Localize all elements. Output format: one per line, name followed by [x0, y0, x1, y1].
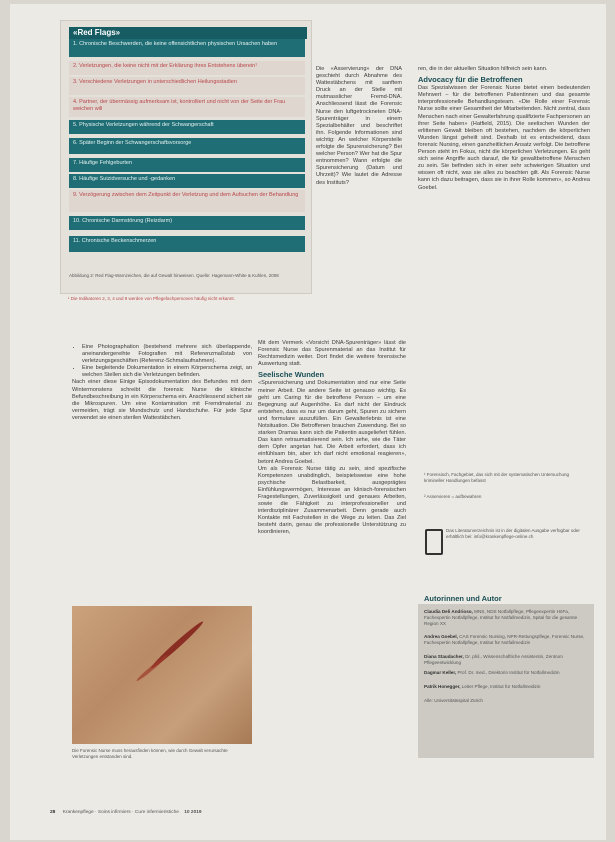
- red-flag-item: 2. Verletzungen, die keine nicht mit der Erklärung ihres Entstehens überein¹: [69, 61, 305, 75]
- red-flag-item: 7. Häufige Fehlgeburten: [69, 158, 305, 172]
- bullet-photo: • Eine Photographation (bestehend mehrere sich überlappende, aneinandergereihte Fotografien mit Referenzmaßstab von verletzungsgeschäften (Referenz-Schmalaufnahmen).: [82, 344, 252, 365]
- wound-photo: [72, 606, 252, 744]
- mid-column: [258, 340, 406, 537]
- heading-advocacy: Advocacy für die Betroffenen: [418, 75, 523, 85]
- author-entry: [424, 634, 590, 646]
- author-description: Prof. Dr. med., Direktorin Institut für Notfallmedizin: [456, 670, 560, 675]
- right-column: [418, 66, 590, 192]
- wound-mark-secondary: [135, 654, 168, 683]
- red-flag-item: 8. Häufige Suizidversuche und -gedanken: [69, 174, 305, 188]
- left-column: [72, 344, 252, 422]
- figure-caption: Abbildung 2: Red Flag-Warnzeichen, die auf Gewalt hinweisen. Quelle: Hagemann-White & Kuhlen, 2008: [69, 273, 279, 278]
- footnote-1: ¹ Forensisch, Fachgebiet, das sich mit der systematischen Untersuchung krimineller Handlungen befasst: [424, 472, 570, 483]
- red-flag-item: 1. Chronische Beschwerden, die keine offensichtlichen physischen Ursachen haben: [69, 39, 305, 57]
- author-name: Patrik Honegger,: [424, 684, 461, 689]
- authors-box: [418, 604, 594, 758]
- page-number: 28: [50, 810, 56, 815]
- author-entry: [424, 609, 590, 626]
- red-flag-item: 11. Chronische Beckenschmerzen: [69, 236, 305, 252]
- red-flag-item: 3. Verschiedene Verletzungen in unterschiedlichen Heilungsstadien: [69, 77, 305, 95]
- author-description: Leiter Pflege, Institut für Notfallmedizin: [460, 684, 541, 689]
- right-top: ren, die in der aktuellen Situation hilfreich sein kann.: [418, 66, 548, 72]
- photo-caption: Die Forensic Nurse muss herausfinden können, wie durch Gewalt verursachte Verletzungen entstanden sind.: [72, 748, 228, 759]
- mid-para-2: «Spurensicherung und Dokumentation sind nur eine Seite meiner Arbeit. Die andere Seite ist genauso wichtig. Es geht um Caring für die betroffene Person – um eine Begegnung auf Augenhöhe. Es darf nicht der Eindruck entstehen, dass es nur um darum geht, Spuren zu sichern und formulare auszufüllen. Ein Gewalterlebnis ist eine Notsituation. Die Betroffenen brauchen Zuwendung. Bei so starken Dramas kann sich die Patientin ausgeliefert fühlen. Das kann retraumatisierend sein. Ich sehe, wie die Täter dem Opfer angetan hat. Die Arbeit erfordert, dass ich einfühlsam bin, aber ich darf nicht emotional reagieren», betont Andrea Goebel.: [258, 380, 406, 465]
- mid-para-3: Um als Forensic Nurse tätig zu sein, sind spezifische Kompetenzen unabdinglich, beispielsweise eine hohe psychische Belastbarkeit, ausgeprägtes Einfühlungsvermögen, Interesse an klinisch-forensischen Fragestellungen, Zuverlässigkeit und genaues Arbeiten, sowie die Fähigkeit zu interprofessioneller und interdisziplinärer Zusammenarbeit. Denn gerade auch Kontakte mit Fachstellen in die Wege zu leiten. Das Ziel besteht darin, genau die professionelle Unterstützung zu koordinieren,: [258, 465, 406, 536]
- red-flags-title: «Red Flags»: [69, 27, 307, 39]
- literature-note: Das Literaturverzeichnis ist in der digitalen Ausgabe verfügbar oder erhältlich bei: info@krankenpflege-online.ch: [446, 528, 580, 539]
- red-flag-item: 6. Später Beginn der Schwangerschaftsvorsorge: [69, 138, 305, 154]
- author-name: Andrea Goebel,: [424, 634, 458, 639]
- author-name: Claudia Deli Andrioso,: [424, 609, 473, 614]
- red-flag-item: 9. Verzögerung zwischen dem Zeitpunkt der Verletzung und dem Aufsuchen der Behandlung: [69, 190, 305, 212]
- issue-number: 10 2019: [184, 810, 202, 815]
- author-description: Dr. phil., Wissenschaftliche Assistentin, Zentrum Pflegeentwicklung: [424, 654, 563, 665]
- red-flag-item: 5. Physische Verletzungen während der Schwangerschaft: [69, 120, 305, 134]
- author-description: Alle: Universitätsspital Zürich: [424, 698, 483, 703]
- red-flag-item: 10. Chronische Darmstörung (Reizdarm): [69, 216, 305, 230]
- red-flags-box: [60, 20, 312, 294]
- mid-para-1: Mit dem Vermerk «Vorsicht DNA-Spurenträger» lässt die Forensic Nurse das Spurenmaterial an das Institut für Rechtsmedizin weiter. Dort findet die weitere forensische Auswertung statt.: [258, 340, 406, 368]
- author-description: CAS Forensic Nursing, NPR-Rettungspflege, Forensic Nurse, Fachexpertin Notfallpflege, Institut für Notfallmedizin: [424, 634, 585, 645]
- author-entry: [424, 654, 590, 666]
- phone-icon: [425, 529, 443, 555]
- left-paragraph: Nach einer diese Einige Episodokumentation des Befundes mit dem Wintermonstens schreibt die forensic Nurse die klinische Befundbeschreibung in ein Körperschema ein. Anschliessend sichert sie die Mikrospuren. Um eine Kontamination mit Fremdmaterial zu vermeiden, trägt sie Mundschutz und Handschuhe. Für jede Spur verwendet sie einen sterilen Wattestäbchen.: [72, 379, 252, 421]
- author-name: Dagmar Keller,: [424, 670, 457, 675]
- journal-name: Krankenpflege · Soins infirmiers · Cure infermieristiche: [62, 810, 179, 815]
- author-entry: [424, 670, 590, 676]
- bullet-schema: • Eine begleitende Dokumentation in einem Körperschema zeigt, an welchen Stellen sich die Verletzungen befinden.: [82, 365, 252, 379]
- box-footnote: ¹ Die Indikatoren 2, 3, 4 und 9 werden von Pflegefachpersonen häufig nicht erkannt.: [68, 296, 235, 301]
- author-entry: [424, 684, 590, 690]
- red-flag-item: 4. Partner, der übermässig aufmerksam ist, kontrolliert und nicht von der Seite der Frau weichen will: [69, 97, 305, 117]
- author-description: MNS, NDS Notfallpflege, Pflegeexpertin HöFa, Fachexpertin Notfallpflege, Institut für Notfallmedizin, Spital für die gesamte Region XX: [424, 609, 578, 626]
- page-footer: [50, 810, 202, 815]
- page: [10, 4, 606, 840]
- author-name: Diana Staudacher,: [424, 654, 464, 659]
- authors-heading: Autorinnen und Autor: [424, 594, 502, 603]
- heading-seelische-wunden: Seelische Wunden: [258, 370, 325, 380]
- right-paragraph: Das Spezialwissen der Forensic Nurse bietet einen bedeutenden Mehrwert – für die betroffenen Patientinnen und das gesamte interprofessionelle Behandlungsteam. «Die Rolle einer Forensic Nurse sollte einer Gesamtheit der Mitarbeitenden. Nicht zentral, dass Menschen nach einer Gewalterfahrung qualifizierte Fachpersonen an ihrer Seite haben» (Hatfield, 2015). Die seelischen Wunden der erlittenen Gewalt bleiben oft bestehen, nachdem die körperlichen Wunden längst geheilt sind. Deshalb ist es entscheidend, dass forensic Nursing, einen ganzheitlichen Ansatz verfolgt. Die betroffene Person steht im Fokus, nicht die körperlichen Verletzungen. Es geht sich seine Angriffe auch darauf, die für gewaltbetroffene Menschen zu sein. Sie befinden sich in einer sehr schwierigen Situation und wissen oft nicht, was sie alles zu beachten gilt. Als Forensic Nurse kann ich dazu beitragen, dass sie in ihrer Rolle kommen», so Andrea Goebel.: [418, 85, 590, 191]
- footnote-2: ² Asservieren = aufbewahren: [424, 494, 482, 499]
- author-entry: [424, 698, 590, 704]
- mid-column-top: Die «Asservierung» der DNA geschieht durch Abnahme des Wattestäbchens mit sanftem Druck an der Stelle mit mutmasslicher Fremd-DNA. Anschliessend lässt die Forensic Nurse den luftgetrockneten DNA-Spurenträger in einem Spezialbehälter und beschriftet ihn. Folgende Informationen sind wichtig: An welcher Körperstelle erfolgte die Spurensicherung? Bei welcher Person? Wer hat die Spur entnommen? Wann erfolgte die Spurensicherung (Datum und Uhrzeit)? Wie lautet die Adresse des Instituts?: [316, 66, 402, 186]
